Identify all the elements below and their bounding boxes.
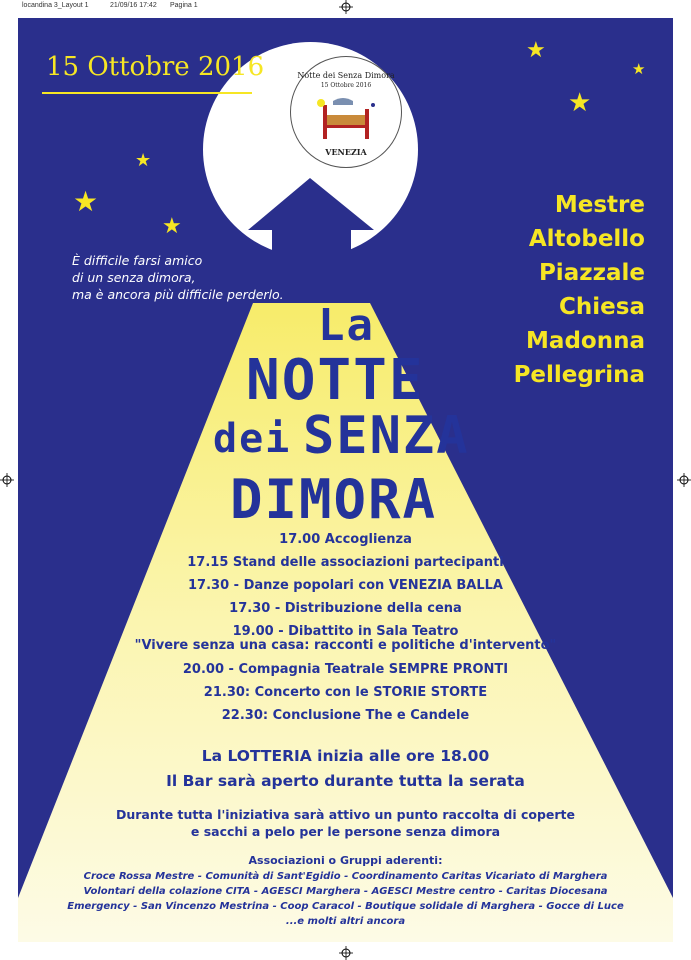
quote-line: È difficile farsi amico: [72, 253, 203, 268]
lottery-notice: La LOTTERIA inizia alle ore 18.00: [201, 747, 490, 765]
badge-title: Notte dei Senza Dimora: [297, 71, 395, 80]
title-la: La: [318, 300, 375, 351]
registration-mark-icon: [339, 946, 353, 960]
associations-line: Croce Rossa Mestre - Comunità di Sant'Egidio - Coordinamento Caritas Vicariato di Marghera: [83, 871, 608, 882]
location-line: Chiesa: [559, 294, 645, 320]
registration-mark-icon: [677, 473, 691, 487]
collection-line: e sacchi a pelo per le persone senza dimora: [190, 824, 501, 839]
star-icon: ★: [632, 60, 646, 78]
badge-date: 15 Ottobre 2016: [320, 82, 372, 89]
schedule-item: 21.30: Concerto con le STORIE STORTE: [203, 685, 488, 700]
star-icon: ★: [162, 214, 182, 239]
poster: [18, 18, 673, 942]
schedule-item: 20.00 - Compagnia Teatrale SEMPRE PRONTI: [182, 662, 509, 677]
associations-line: Volontari della colazione CITA - AGESCI Marghera - AGESCI Mestre centro - Caritas Diocesana: [83, 886, 608, 897]
badge-city: VENEZIA: [325, 147, 367, 157]
schedule-item: 17.30 - Distribuzione della cena: [229, 601, 462, 616]
schedule-item: 17.30 - Danze popolari con VENEZIA BALLA: [188, 578, 503, 593]
header-datetime: 21/09/16 17:42: [110, 2, 157, 9]
header-filename: locandina 3_Layout 1: [22, 2, 89, 9]
event-date: 15 Ottobre 2016: [46, 52, 265, 82]
location-line: Piazzale: [538, 260, 645, 286]
location-line: Mestre: [554, 192, 645, 218]
associations-line: ...e molti altri ancora: [285, 916, 406, 927]
registration-mark-icon: [339, 0, 353, 14]
title-dei: dei: [213, 416, 292, 462]
date-underline: [42, 92, 252, 94]
associations-list: [18, 869, 673, 929]
schedule: [18, 528, 673, 727]
bar-notice: Il Bar sarà aperto durante tutta la serata: [166, 772, 525, 790]
title-notte: NOTTE: [246, 348, 425, 413]
star-icon: ★: [135, 150, 152, 171]
title-dimora: DIMORA: [230, 468, 438, 531]
associations-line: Emergency - San Vincenzo Mestrina - Coop Caracol - Boutique solidale di Marghera - Gocce di Luce: [67, 901, 624, 912]
location-line: Altobello: [528, 226, 645, 252]
star-icon: ★: [73, 185, 99, 218]
schedule-item: 22.30: Conclusione The e Candele: [221, 708, 470, 723]
schedule-item: 17.15 Stand delle associazioni partecipanti: [187, 555, 504, 570]
quote-line: di un senza dimora,: [72, 270, 196, 285]
header-page: Pagina 1: [170, 2, 198, 9]
registration-mark-icon: [0, 473, 14, 487]
star-icon: ★: [568, 88, 592, 118]
location-line: Pellegrina: [513, 362, 645, 388]
location-line: Madonna: [526, 328, 645, 354]
star-icon: ★: [526, 38, 546, 63]
quote-line: ma è ancora più difficile perderlo.: [72, 287, 284, 302]
schedule-item: 19.00 - Dibattito in Sala Teatro: [232, 624, 459, 639]
collection-notice: [18, 806, 673, 840]
event-location: [514, 188, 645, 392]
schedule-item-subtitle: "Vivere senza una casa: racconti e politiche d'intervento": [134, 638, 557, 653]
collection-line: Durante tutta l'iniziativa sarà attivo un punto raccolta di coperte: [115, 807, 576, 822]
title-senza: SENZA: [303, 406, 470, 466]
event-logo-badge: [290, 56, 402, 168]
schedule-item: 17.00 Accoglienza: [279, 532, 412, 547]
bed-icon: [313, 97, 381, 141]
associations-header: Associazioni o Gruppi aderenti:: [248, 854, 443, 867]
quote: [72, 252, 292, 303]
